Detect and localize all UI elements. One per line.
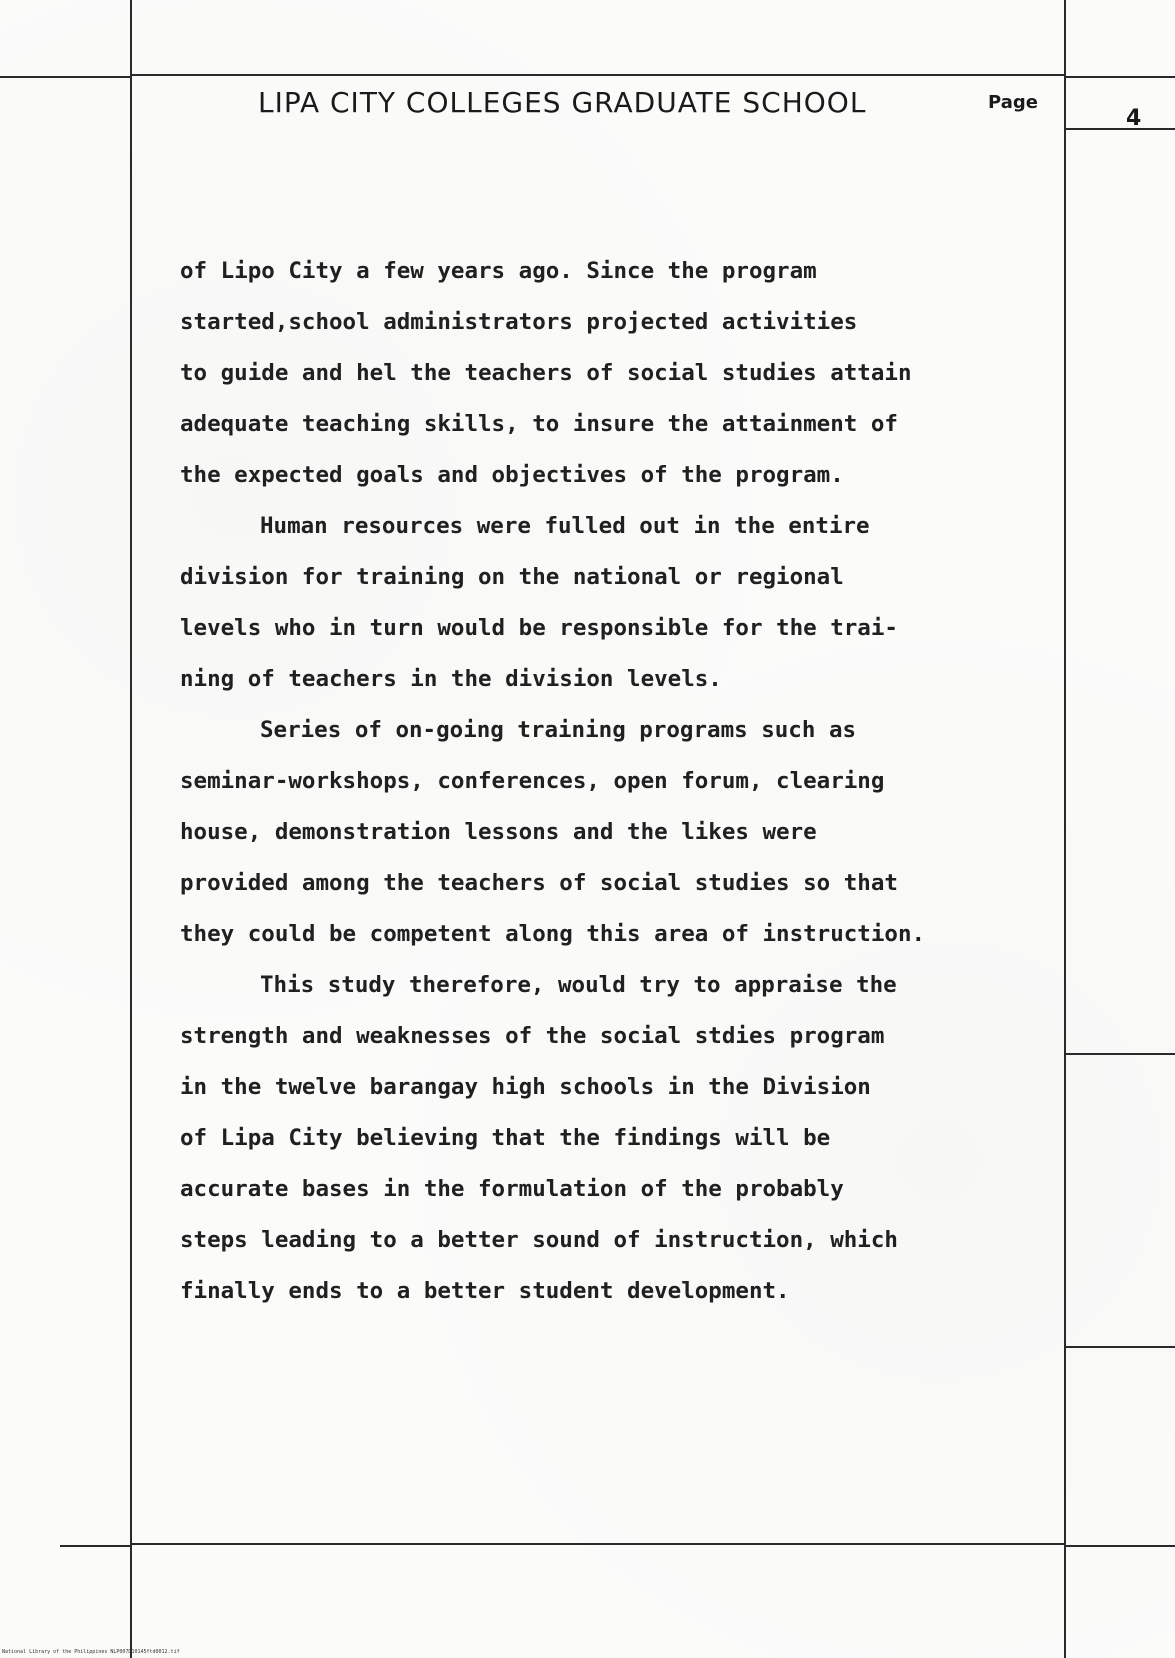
text-line: they could be competent along this area of instruction.	[180, 921, 926, 947]
text-line: This study therefore, would try to appraise the	[260, 972, 897, 998]
body-text	[180, 246, 1080, 1317]
text-line: division for training on the national or regional	[180, 564, 844, 590]
text-line: of Lipa City believing that the findings will be	[180, 1125, 831, 1151]
text-line: finally ends to a better student development.	[180, 1278, 790, 1304]
text-line: steps leading to a better sound of instruction, which	[180, 1227, 898, 1253]
right-column-rule	[1066, 128, 1175, 130]
text-line: of Lipo City a few years ago. Since the program	[180, 258, 817, 284]
text-line: house, demonstration lessons and the likes were	[180, 819, 817, 845]
right-column-rule	[1066, 1053, 1175, 1055]
text-line: provided among the teachers of social studies so that	[180, 870, 898, 896]
text-line: adequate teaching skills, to insure the attainment of	[180, 411, 898, 437]
scan-credit: National Library of the Philippines NLP007D10145ftd0012.tif	[2, 1649, 180, 1655]
text-line: started,school administrators projected activities	[180, 309, 858, 335]
text-line: in the twelve barangay high schools in the Division	[180, 1074, 871, 1100]
left-margin-rule	[130, 0, 132, 1658]
text-line: Human resources were fulled out in the entire	[260, 513, 870, 539]
text-line: Series of on-going training programs such as	[260, 717, 857, 743]
top-rule-left	[0, 76, 132, 78]
text-line: levels who in turn would be responsible for the trai-	[180, 615, 898, 641]
page-label: Page	[988, 92, 1038, 113]
top-rule-right	[1066, 76, 1175, 78]
text-line: ning of teachers in the division levels.	[180, 666, 722, 692]
text-line: strength and weaknesses of the social stdies program	[180, 1023, 885, 1049]
bottom-rule-right	[1066, 1545, 1175, 1547]
page-header-title: LIPA CITY COLLEGES GRADUATE SCHOOL	[258, 86, 867, 119]
text-line: accurate bases in the formulation of the probably	[180, 1176, 844, 1202]
bottom-rule	[132, 1543, 1064, 1545]
page-number: 4	[1126, 106, 1142, 131]
text-line: the expected goals and objectives of the program.	[180, 462, 844, 488]
bottom-rule-left	[60, 1545, 132, 1547]
text-line: seminar-workshops, conferences, open forum, clearing	[180, 768, 885, 794]
top-rule	[132, 74, 1064, 76]
right-column-rule	[1066, 1346, 1175, 1348]
text-line: to guide and hel the teachers of social studies attain	[180, 360, 912, 386]
